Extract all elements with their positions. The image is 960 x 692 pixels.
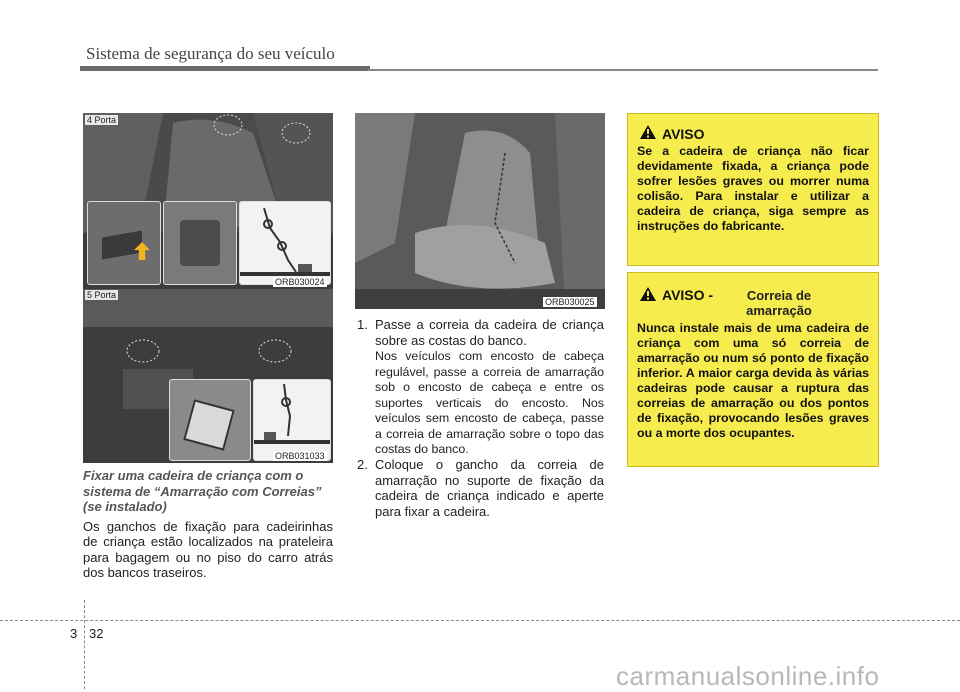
watermark: carmanualsonline.info <box>616 661 880 691</box>
figure-label-5-door: 5 Porta <box>87 290 117 300</box>
inset-panel-5 <box>253 379 331 461</box>
step-2 <box>357 457 604 519</box>
trunk-floor-photo-5-door <box>83 289 333 463</box>
warning-title: AVISO - <box>662 287 714 303</box>
step-text: Passe a correia da cadeira de criança sobre as costas do banco. <box>375 317 604 348</box>
step-number: 1. <box>357 317 368 332</box>
step-number: 2. <box>357 457 368 472</box>
section-subheading: Fixar uma cadeira de criança com o sistema de “Amarração com Correias” (se instalado) <box>83 468 322 514</box>
step-note-text: Nos veículos com encosto de cabeça regulável, passe a correia de amarração sob o encosto de cabeça e entre os suportes verticais do encosto. Nos veículos sem encosto de cabeça, passe a correia de amarração sobre o topo das costas do banco. <box>375 349 604 456</box>
inset-panel-1 <box>87 201 161 285</box>
warning-text: Se a cadeira de criança não ficar devidamente fixada, a criança pode sofrer lesões graves ou morrer numa colisão. Para instalar e utilizar a cadeira de criança, siga sempre as instruções do fabricante. <box>637 144 869 233</box>
left-text-column <box>83 468 333 581</box>
footer-divider <box>84 600 85 689</box>
step-text: Coloque o gancho da correia de amarração no suporte de fixação da cadeira de criança indicado e aperte para fixar a cadeira. <box>375 457 604 519</box>
header-rule <box>80 66 370 71</box>
page-number: 32 <box>89 626 104 641</box>
figure-code-top: ORB030024 <box>275 277 325 287</box>
inset-panel-3 <box>239 201 331 285</box>
header-rule-thin <box>368 69 878 71</box>
warning-triangle-icon <box>640 287 656 301</box>
warning-text: Nunca instale mais de uma cadeira de criança com uma só correia de amarração ou num só ponto de fixação inferior. A maior carga devida às várias cadeiras pode causar a ruptura das correias de amarração ou dos pontos de fixação, provocando lesões graves ou a morte dos ocupantes. <box>637 321 869 440</box>
warning-title: AVISO <box>662 126 705 142</box>
chapter-number: 3 <box>70 626 78 641</box>
page-header-title: Sistema de segurança do seu veículo <box>86 44 335 63</box>
warning-subtitle: Correia de amarração <box>746 288 812 318</box>
inset-panel-4 <box>169 379 251 461</box>
step-1 <box>357 317 604 348</box>
figure-code-bottom: ORB031033 <box>275 451 325 461</box>
step-1-note <box>357 349 604 458</box>
inset-panel-2 <box>163 201 237 285</box>
warning-box-2 <box>627 272 879 467</box>
warning-box-1 <box>627 113 879 266</box>
section-paragraph: Os ganchos de fixação para cadeirinhas de criança estão localizados na prateleira para bagagem ou no piso do carro atrás dos bancos traseiros. <box>83 518 333 580</box>
warning-triangle-icon <box>640 125 656 139</box>
figure-code-seat: ORB030025 <box>545 297 595 307</box>
footer-rule <box>0 620 960 621</box>
rear-seat-photo-4-door <box>83 113 333 289</box>
child-seat-photo <box>355 113 605 309</box>
figure-label-4-door: 4 Porta <box>87 115 117 125</box>
